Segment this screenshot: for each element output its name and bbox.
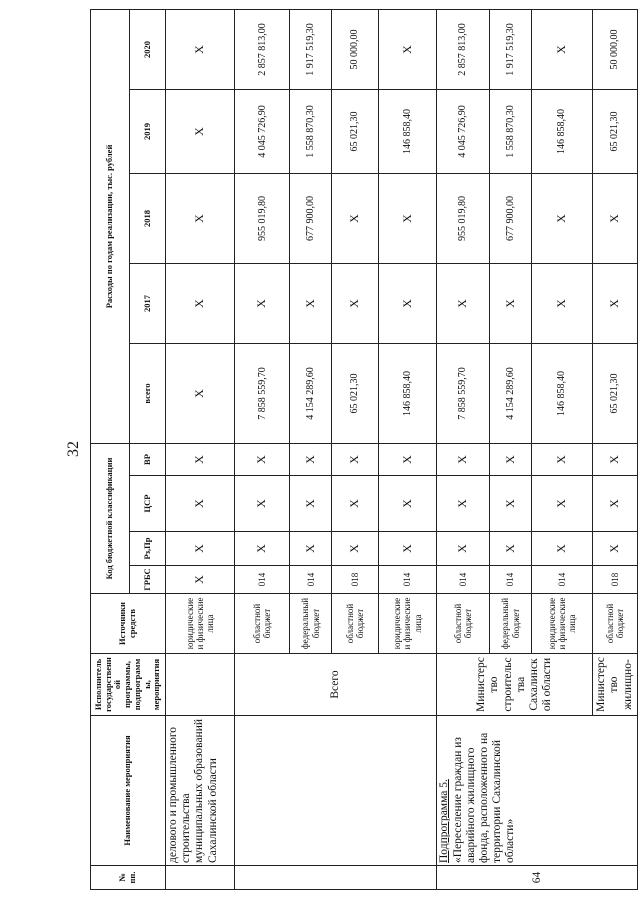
grbs-cell: 014 <box>532 566 593 594</box>
total-cell: 4 154 289,60 <box>489 344 531 444</box>
vr-cell: X <box>332 444 378 476</box>
header-budget-code: Код бюджетной классификации <box>91 444 130 594</box>
csr-cell: X <box>290 476 332 532</box>
source-cell: юридические и физические лица <box>378 594 437 654</box>
name-cell <box>235 716 437 866</box>
y2019-cell: 65 021,30 <box>332 90 378 174</box>
y2017-cell: X <box>332 264 378 344</box>
header-2019: 2019 <box>129 90 165 174</box>
rzpr-cell: X <box>437 532 490 566</box>
y2017-cell: X <box>532 264 593 344</box>
header-2017: 2017 <box>129 264 165 344</box>
y2018-cell: 677 900,00 <box>290 174 332 264</box>
y2020-cell: 50 000,00 <box>332 9 378 89</box>
total-cell: 65 021,30 <box>332 344 378 444</box>
source-cell: областной бюджет <box>437 594 490 654</box>
total-cell: X <box>166 344 235 444</box>
y2018-cell: 677 900,00 <box>489 174 531 264</box>
csr-cell: X <box>166 476 235 532</box>
subprogram-name <box>437 716 638 866</box>
vr-cell: X <box>235 444 290 476</box>
rzpr-cell: X <box>235 532 290 566</box>
table-row <box>235 9 290 889</box>
source-cell: юридические и физические лица <box>166 594 235 654</box>
y2017-cell: X <box>489 264 531 344</box>
header-2018: 2018 <box>129 174 165 264</box>
grbs-cell: 018 <box>593 566 638 594</box>
grbs-cell: 014 <box>235 566 290 594</box>
rzpr-cell: X <box>489 532 531 566</box>
y2018-cell: X <box>166 174 235 264</box>
total-cell: 7 858 559,70 <box>235 344 290 444</box>
continuation-name: делового и промышленного строительства муниципальных образований Сахалинской области <box>166 716 235 866</box>
header-grbs: ГРБС <box>129 566 165 594</box>
source-cell: федеральный бюджет <box>290 594 332 654</box>
y2019-cell: 65 021,30 <box>593 90 638 174</box>
total-cell: 146 858,40 <box>378 344 437 444</box>
header-total: всего <box>129 344 165 444</box>
csr-cell: X <box>532 476 593 532</box>
y2019-cell: 146 858,40 <box>532 90 593 174</box>
total-label: Всего <box>235 654 437 716</box>
subprogram-text: «Переселение граждан из аварийного жилищного фонда, расположенного на территории Сахалинской области» <box>451 732 517 863</box>
y2018-cell: 955 019,80 <box>235 174 290 264</box>
csr-cell: X <box>593 476 638 532</box>
y2019-cell: 4 045 726,90 <box>437 90 490 174</box>
rotated-table-container <box>90 10 638 890</box>
y2017-cell: X <box>166 264 235 344</box>
csr-cell: X <box>378 476 437 532</box>
row-number-64: 64 <box>437 866 638 890</box>
header-rzpr: Рз,Пр <box>129 532 165 566</box>
table-row <box>166 9 235 889</box>
csr-cell: X <box>332 476 378 532</box>
csr-cell: X <box>437 476 490 532</box>
y2019-cell: 1 558 870,30 <box>489 90 531 174</box>
y2020-cell: 2 857 813,00 <box>235 9 290 89</box>
page-number: 32 <box>65 441 82 457</box>
header-row-1 <box>91 9 130 889</box>
source-cell: федеральный бюджет <box>489 594 531 654</box>
y2018-cell: X <box>593 174 638 264</box>
y2017-cell: X <box>593 264 638 344</box>
grbs-cell: 018 <box>332 566 378 594</box>
y2017-cell: X <box>378 264 437 344</box>
source-cell: областной бюджет <box>332 594 378 654</box>
row-number-cell <box>235 866 437 890</box>
y2017-cell: X <box>437 264 490 344</box>
header-vr: ВР <box>129 444 165 476</box>
executor-ministry-construction: Министерство строительства Сахалинской области <box>437 654 593 716</box>
header-source: Источники средств <box>91 594 166 654</box>
y2020-cell: 1 917 519,30 <box>290 9 332 89</box>
header-executor: Исполнитель государственной программы, подпрограммы, мероприятия <box>91 654 166 716</box>
csr-cell: X <box>235 476 290 532</box>
csr-cell: X <box>489 476 531 532</box>
source-cell: областной бюджет <box>593 594 638 654</box>
vr-cell: X <box>290 444 332 476</box>
vr-cell: X <box>378 444 437 476</box>
subprogram-title: Подпрограмма 5. <box>438 779 451 863</box>
header-csr: ЦСР <box>129 476 165 532</box>
grbs-cell: 014 <box>489 566 531 594</box>
row-number-cell <box>166 866 235 890</box>
rzpr-cell: X <box>532 532 593 566</box>
y2017-cell: X <box>235 264 290 344</box>
header-name: Наименование мероприятия <box>91 716 166 866</box>
vr-cell: X <box>437 444 490 476</box>
y2020-cell: 1 917 519,30 <box>489 9 531 89</box>
y2019-cell: 1 558 870,30 <box>290 90 332 174</box>
total-cell: 4 154 289,60 <box>290 344 332 444</box>
header-2020: 2020 <box>129 9 165 89</box>
y2017-cell: X <box>290 264 332 344</box>
rzpr-cell: X <box>378 532 437 566</box>
rzpr-cell: X <box>166 532 235 566</box>
table-row <box>437 9 490 889</box>
y2018-cell: 955 019,80 <box>437 174 490 264</box>
y2020-cell: X <box>378 9 437 89</box>
header-expenses: Расходы по годам реализации, тыс. рублей <box>91 9 130 443</box>
budget-table <box>90 9 638 890</box>
y2020-cell: 2 857 813,00 <box>437 9 490 89</box>
grbs-cell: 014 <box>290 566 332 594</box>
vr-cell: X <box>532 444 593 476</box>
y2018-cell: X <box>532 174 593 264</box>
header-number: № пп. <box>91 866 166 890</box>
y2018-cell: X <box>332 174 378 264</box>
y2020-cell: X <box>532 9 593 89</box>
grbs-cell: 014 <box>378 566 437 594</box>
total-cell: 65 021,30 <box>593 344 638 444</box>
y2020-cell: 50 000,00 <box>593 9 638 89</box>
y2020-cell: X <box>166 9 235 89</box>
y2019-cell: 4 045 726,90 <box>235 90 290 174</box>
executor-cell <box>166 654 235 716</box>
vr-cell: X <box>593 444 638 476</box>
grbs-cell: 014 <box>437 566 490 594</box>
rzpr-cell: X <box>593 532 638 566</box>
vr-cell: X <box>489 444 531 476</box>
y2018-cell: X <box>378 174 437 264</box>
total-cell: 7 858 559,70 <box>437 344 490 444</box>
rzpr-cell: X <box>290 532 332 566</box>
total-cell: 146 858,40 <box>532 344 593 444</box>
executor-ministry-housing: Министерство жилищно- <box>593 654 638 716</box>
grbs-cell: X <box>166 566 235 594</box>
y2019-cell: X <box>166 90 235 174</box>
rzpr-cell: X <box>332 532 378 566</box>
source-cell: юридические и физические лица <box>532 594 593 654</box>
source-cell: областной бюджет <box>235 594 290 654</box>
vr-cell: X <box>166 444 235 476</box>
y2019-cell: 146 858,40 <box>378 90 437 174</box>
